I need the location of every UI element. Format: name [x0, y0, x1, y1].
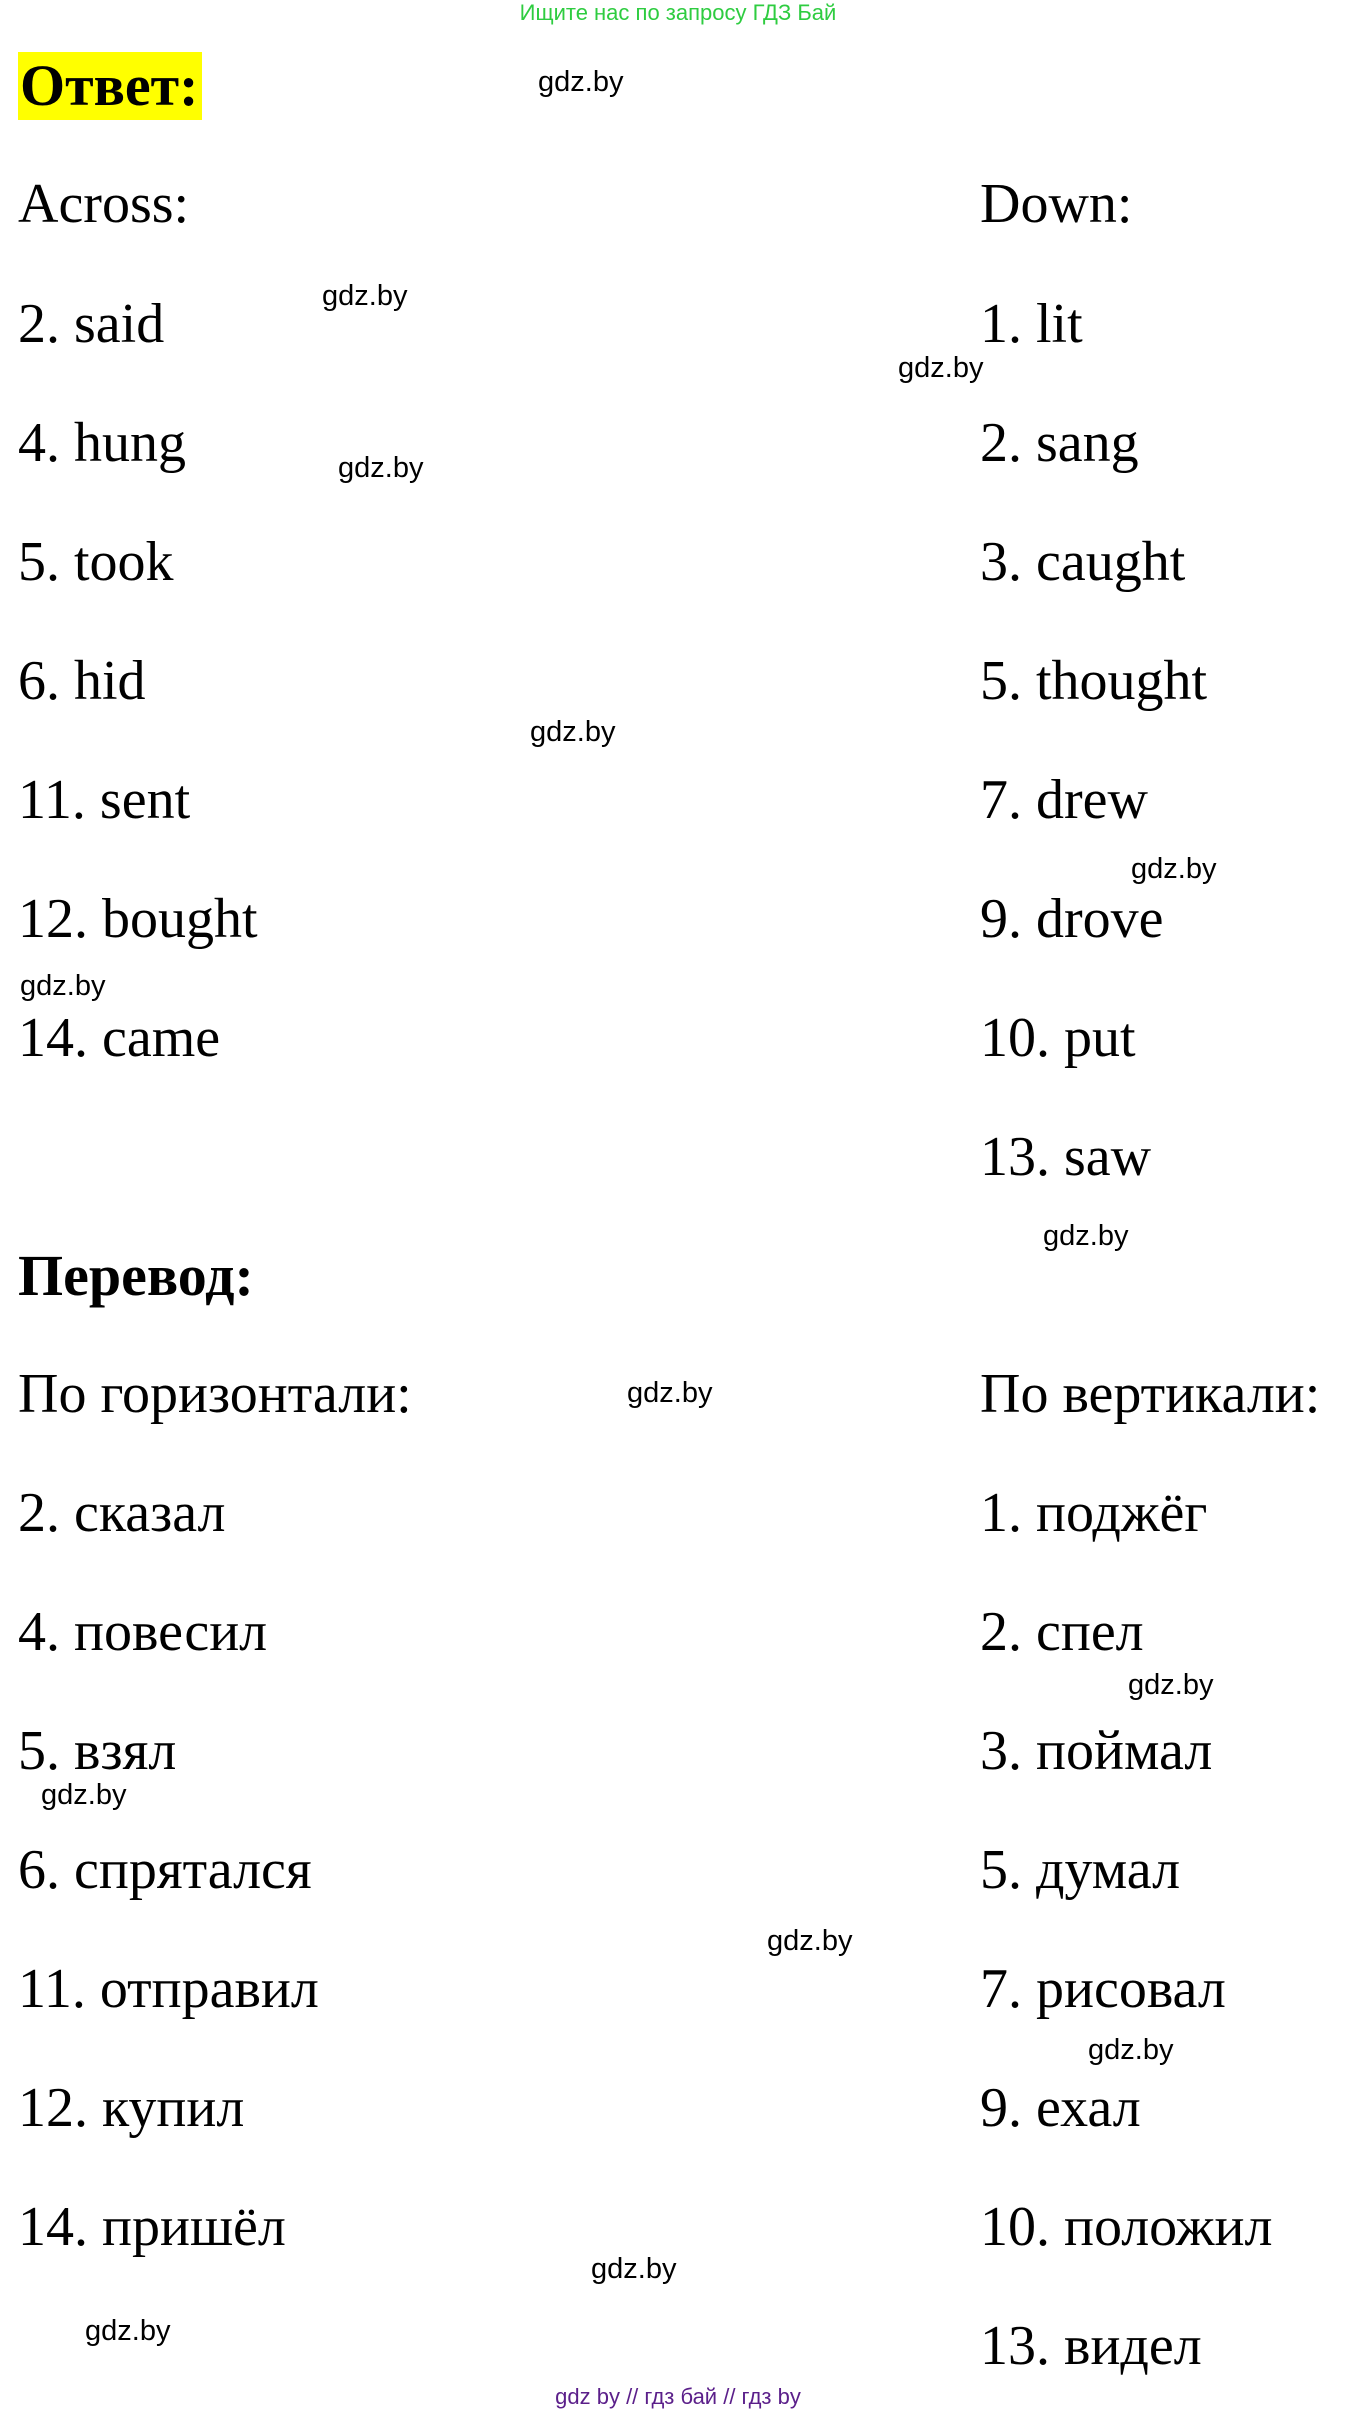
across-item: 5. взял [18, 1720, 177, 1782]
across-title: Across: [18, 173, 190, 235]
across-item: 12. купил [18, 2077, 245, 2139]
down-item: 5. думал [980, 1839, 1181, 1901]
watermark: gdz.by [898, 352, 984, 384]
across-item: 4. hung [18, 412, 186, 474]
down-item: 3. поймал [980, 1720, 1213, 1782]
watermark: gdz.by [627, 1377, 713, 1409]
watermark: gdz.by [1131, 853, 1217, 885]
across-item: 11. отправил [18, 1958, 319, 2020]
watermark: gdz.by [530, 716, 616, 748]
down-item: 9. drove [980, 888, 1164, 950]
down-item: 2. спел [980, 1601, 1144, 1663]
across-item: 6. спрятался [18, 1839, 312, 1901]
watermark: gdz.by [767, 1925, 853, 1957]
watermark: gdz.by [1043, 1220, 1129, 1252]
footer-links[interactable]: gdz by // гдз бай // гдз by [555, 2384, 801, 2409]
watermark: gdz.by [20, 970, 106, 1002]
across-title: По горизонтали: [18, 1363, 412, 1425]
down-item: 5. thought [980, 650, 1208, 712]
watermark: gdz.by [538, 66, 624, 98]
down-item: 10. put [980, 1007, 1136, 1069]
across-item: 12. bought [18, 888, 258, 950]
across-item: 4. повесил [18, 1601, 268, 1663]
down-item: 1. lit [980, 293, 1083, 355]
across-item: 2. said [18, 293, 165, 355]
down-item: 2. sang [980, 412, 1139, 474]
across-item: 5. took [18, 531, 174, 593]
watermark: gdz.by [591, 2253, 677, 2285]
down-title: Down: [980, 173, 1133, 235]
down-item: 7. рисовал [980, 1958, 1226, 2020]
across-item: 11. sent [18, 769, 191, 831]
down-item: 3. caught [980, 531, 1186, 593]
down-item: 7. drew [980, 769, 1148, 831]
translation-heading: Перевод: [18, 1243, 254, 1308]
down-title: По вертикали: [980, 1363, 1321, 1425]
across-item: 2. сказал [18, 1482, 226, 1544]
across-item: 6. hid [18, 650, 146, 712]
top-banner-link[interactable]: Ищите нас по запросу ГДЗ Бай [519, 0, 837, 25]
watermark: gdz.by [1088, 2034, 1174, 2066]
watermark: gdz.by [322, 280, 408, 312]
down-item: 1. поджёг [980, 1482, 1208, 1544]
across-item: 14. came [18, 1007, 221, 1069]
watermark: gdz.by [1128, 1669, 1214, 1701]
watermark: gdz.by [41, 1779, 127, 1811]
down-item: 13. saw [980, 1126, 1152, 1188]
down-item: 9. ехал [980, 2077, 1141, 2139]
across-item: 14. пришёл [18, 2196, 286, 2258]
watermark: gdz.by [338, 452, 424, 484]
watermark: gdz.by [85, 2315, 171, 2347]
answer-heading: Ответ: [18, 52, 202, 120]
down-item: 10. положил [980, 2196, 1273, 2258]
down-item: 13. видел [980, 2315, 1202, 2377]
